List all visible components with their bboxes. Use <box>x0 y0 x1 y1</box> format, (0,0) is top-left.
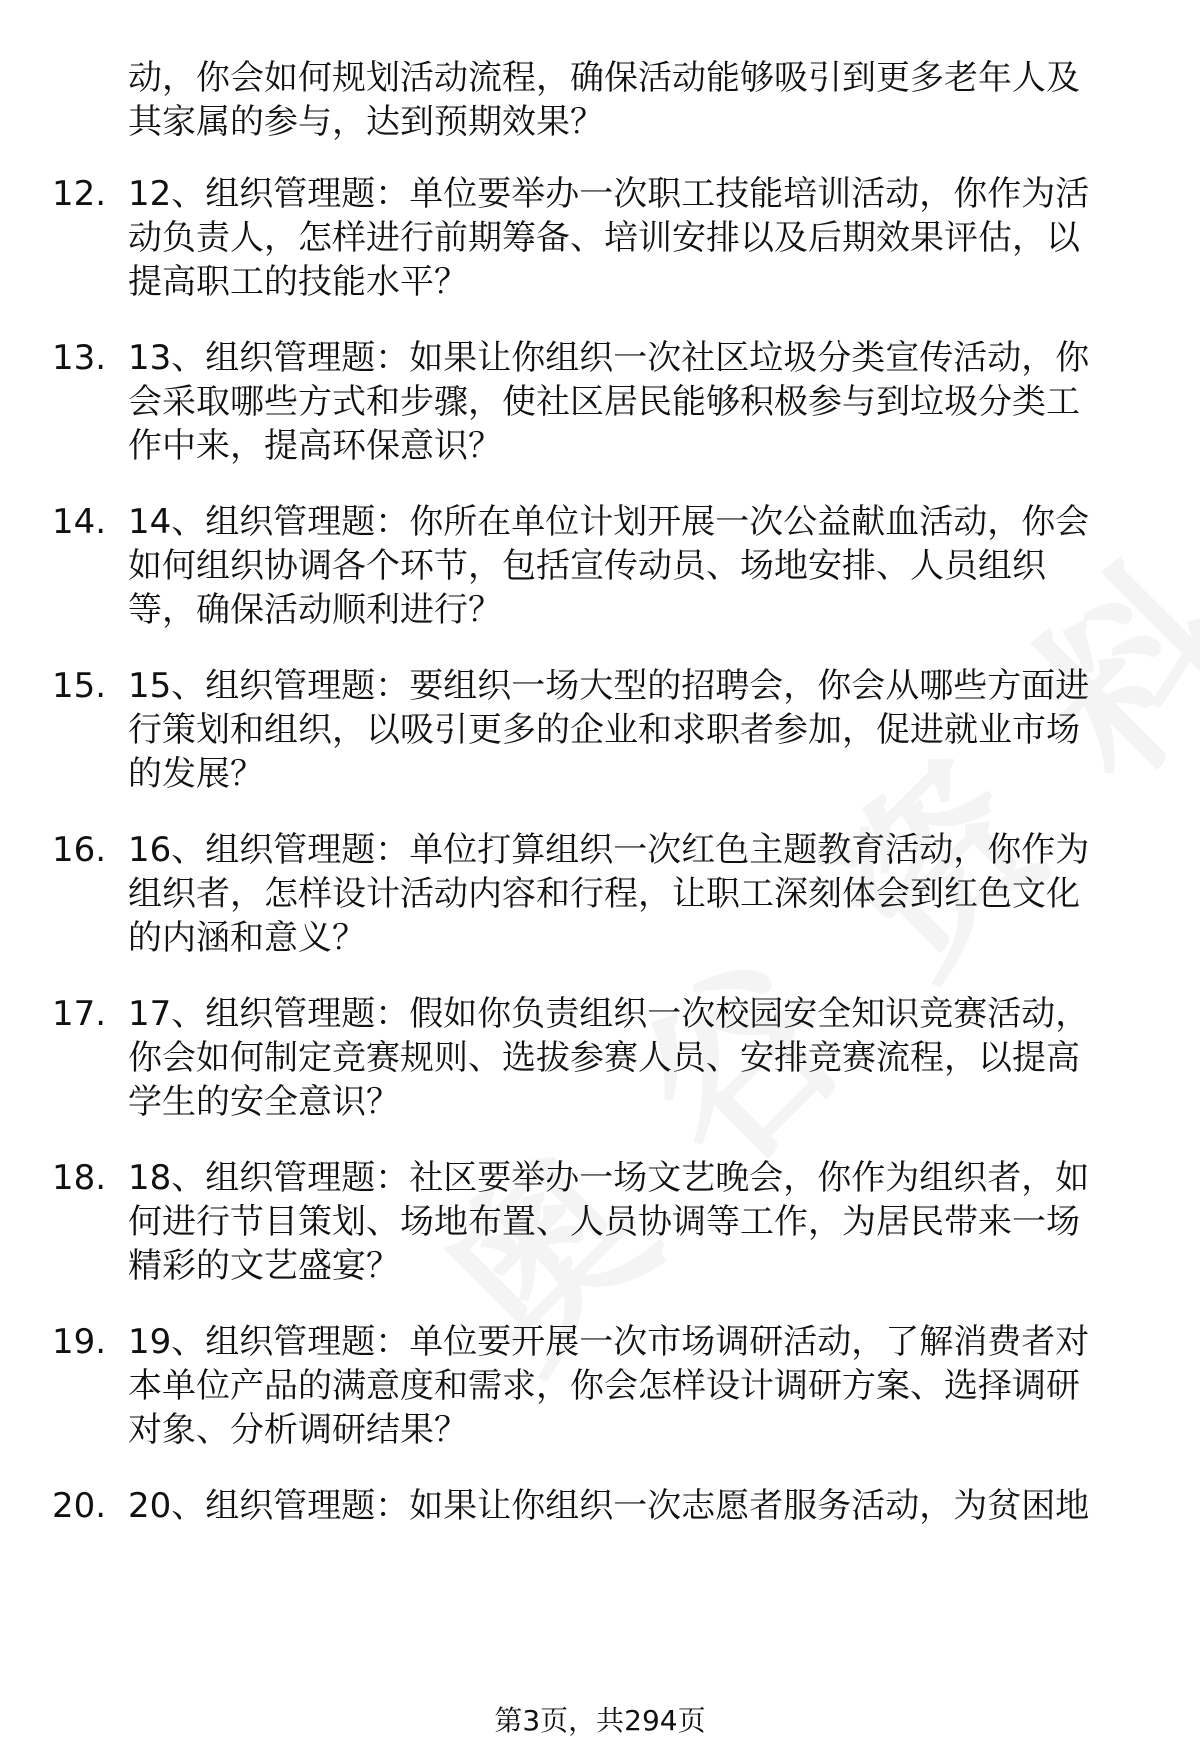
item-number: 13. <box>52 338 107 378</box>
item-line: 12、组织管理题：单位要举办一次职工技能培训活动，你作为活 <box>128 174 1090 214</box>
item-line: 动负责人，怎样进行前期筹备、培训安排以及后期效果评估，以 <box>128 218 1080 258</box>
intro-line: 其家属的参与，达到预期效果？ <box>128 102 604 142</box>
item-line: 学生的安全意识？ <box>128 1082 400 1122</box>
intro-line: 动，你会如何规划活动流程，确保活动能够吸引到更多老年人及 <box>128 58 1080 98</box>
item-line: 的内涵和意义？ <box>128 918 366 958</box>
item-line: 17、组织管理题：假如你负责组织一次校园安全知识竞赛活动， <box>128 994 1090 1034</box>
item-line: 等，确保活动顺利进行？ <box>128 590 502 630</box>
item-line: 15、组织管理题：要组织一场大型的招聘会，你会从哪些方面进 <box>128 666 1090 706</box>
page-footer: 第3页，共294页 <box>494 1704 706 1737</box>
item-line: 20、组织管理题：如果让你组织一次志愿者服务活动，为贫困地 <box>128 1486 1090 1526</box>
item-line: 16、组织管理题：单位打算组织一次红色主题教育活动，你作为 <box>128 830 1090 870</box>
item-number: 15. <box>52 666 107 706</box>
item-line: 本单位产品的满意度和需求，你会怎样设计调研方案、选择调研 <box>128 1366 1080 1406</box>
item-line: 的发展？ <box>128 754 264 794</box>
item-number: 16. <box>52 830 107 870</box>
item-line: 精彩的文艺盛宴？ <box>128 1246 400 1286</box>
item-line: 组织者，怎样设计活动内容和行程，让职工深刻体会到红色文化 <box>128 874 1080 914</box>
item-line: 13、组织管理题：如果让你组织一次社区垃圾分类宣传活动，你 <box>128 338 1090 378</box>
item-number: 12. <box>52 174 107 214</box>
item-number: 20. <box>52 1486 107 1526</box>
item-line: 对象、分析调研结果？ <box>128 1410 468 1450</box>
item-line: 会采取哪些方式和步骤，使社区居民能够积极参与到垃圾分类工 <box>128 382 1080 422</box>
item-line: 14、组织管理题：你所在单位计划开展一次公益献血活动，你会 <box>128 502 1090 542</box>
item-line: 18、组织管理题：社区要举办一场文艺晚会，你作为组织者，如 <box>128 1158 1090 1198</box>
item-number: 17. <box>52 994 107 1034</box>
item-number: 18. <box>52 1158 107 1198</box>
item-line: 行策划和组织，以吸引更多的企业和求职者参加，促进就业市场 <box>128 710 1080 750</box>
item-line: 何进行节目策划、场地布置、人员协调等工作，为居民带来一场 <box>128 1202 1080 1242</box>
item-line: 作中来，提高环保意识？ <box>128 426 502 466</box>
item-number: 19. <box>52 1322 107 1362</box>
item-line: 提高职工的技能水平？ <box>128 262 468 302</box>
item-line: 如何组织协调各个环节，包括宣传动员、场地安排、人员组织 <box>128 546 1046 586</box>
item-line: 19、组织管理题：单位要开展一次市场调研活动，了解消费者对 <box>128 1322 1090 1362</box>
item-line: 你会如何制定竞赛规则、选拔参赛人员、安排竞赛流程，以提高 <box>128 1038 1080 1078</box>
item-number: 14. <box>52 502 107 542</box>
